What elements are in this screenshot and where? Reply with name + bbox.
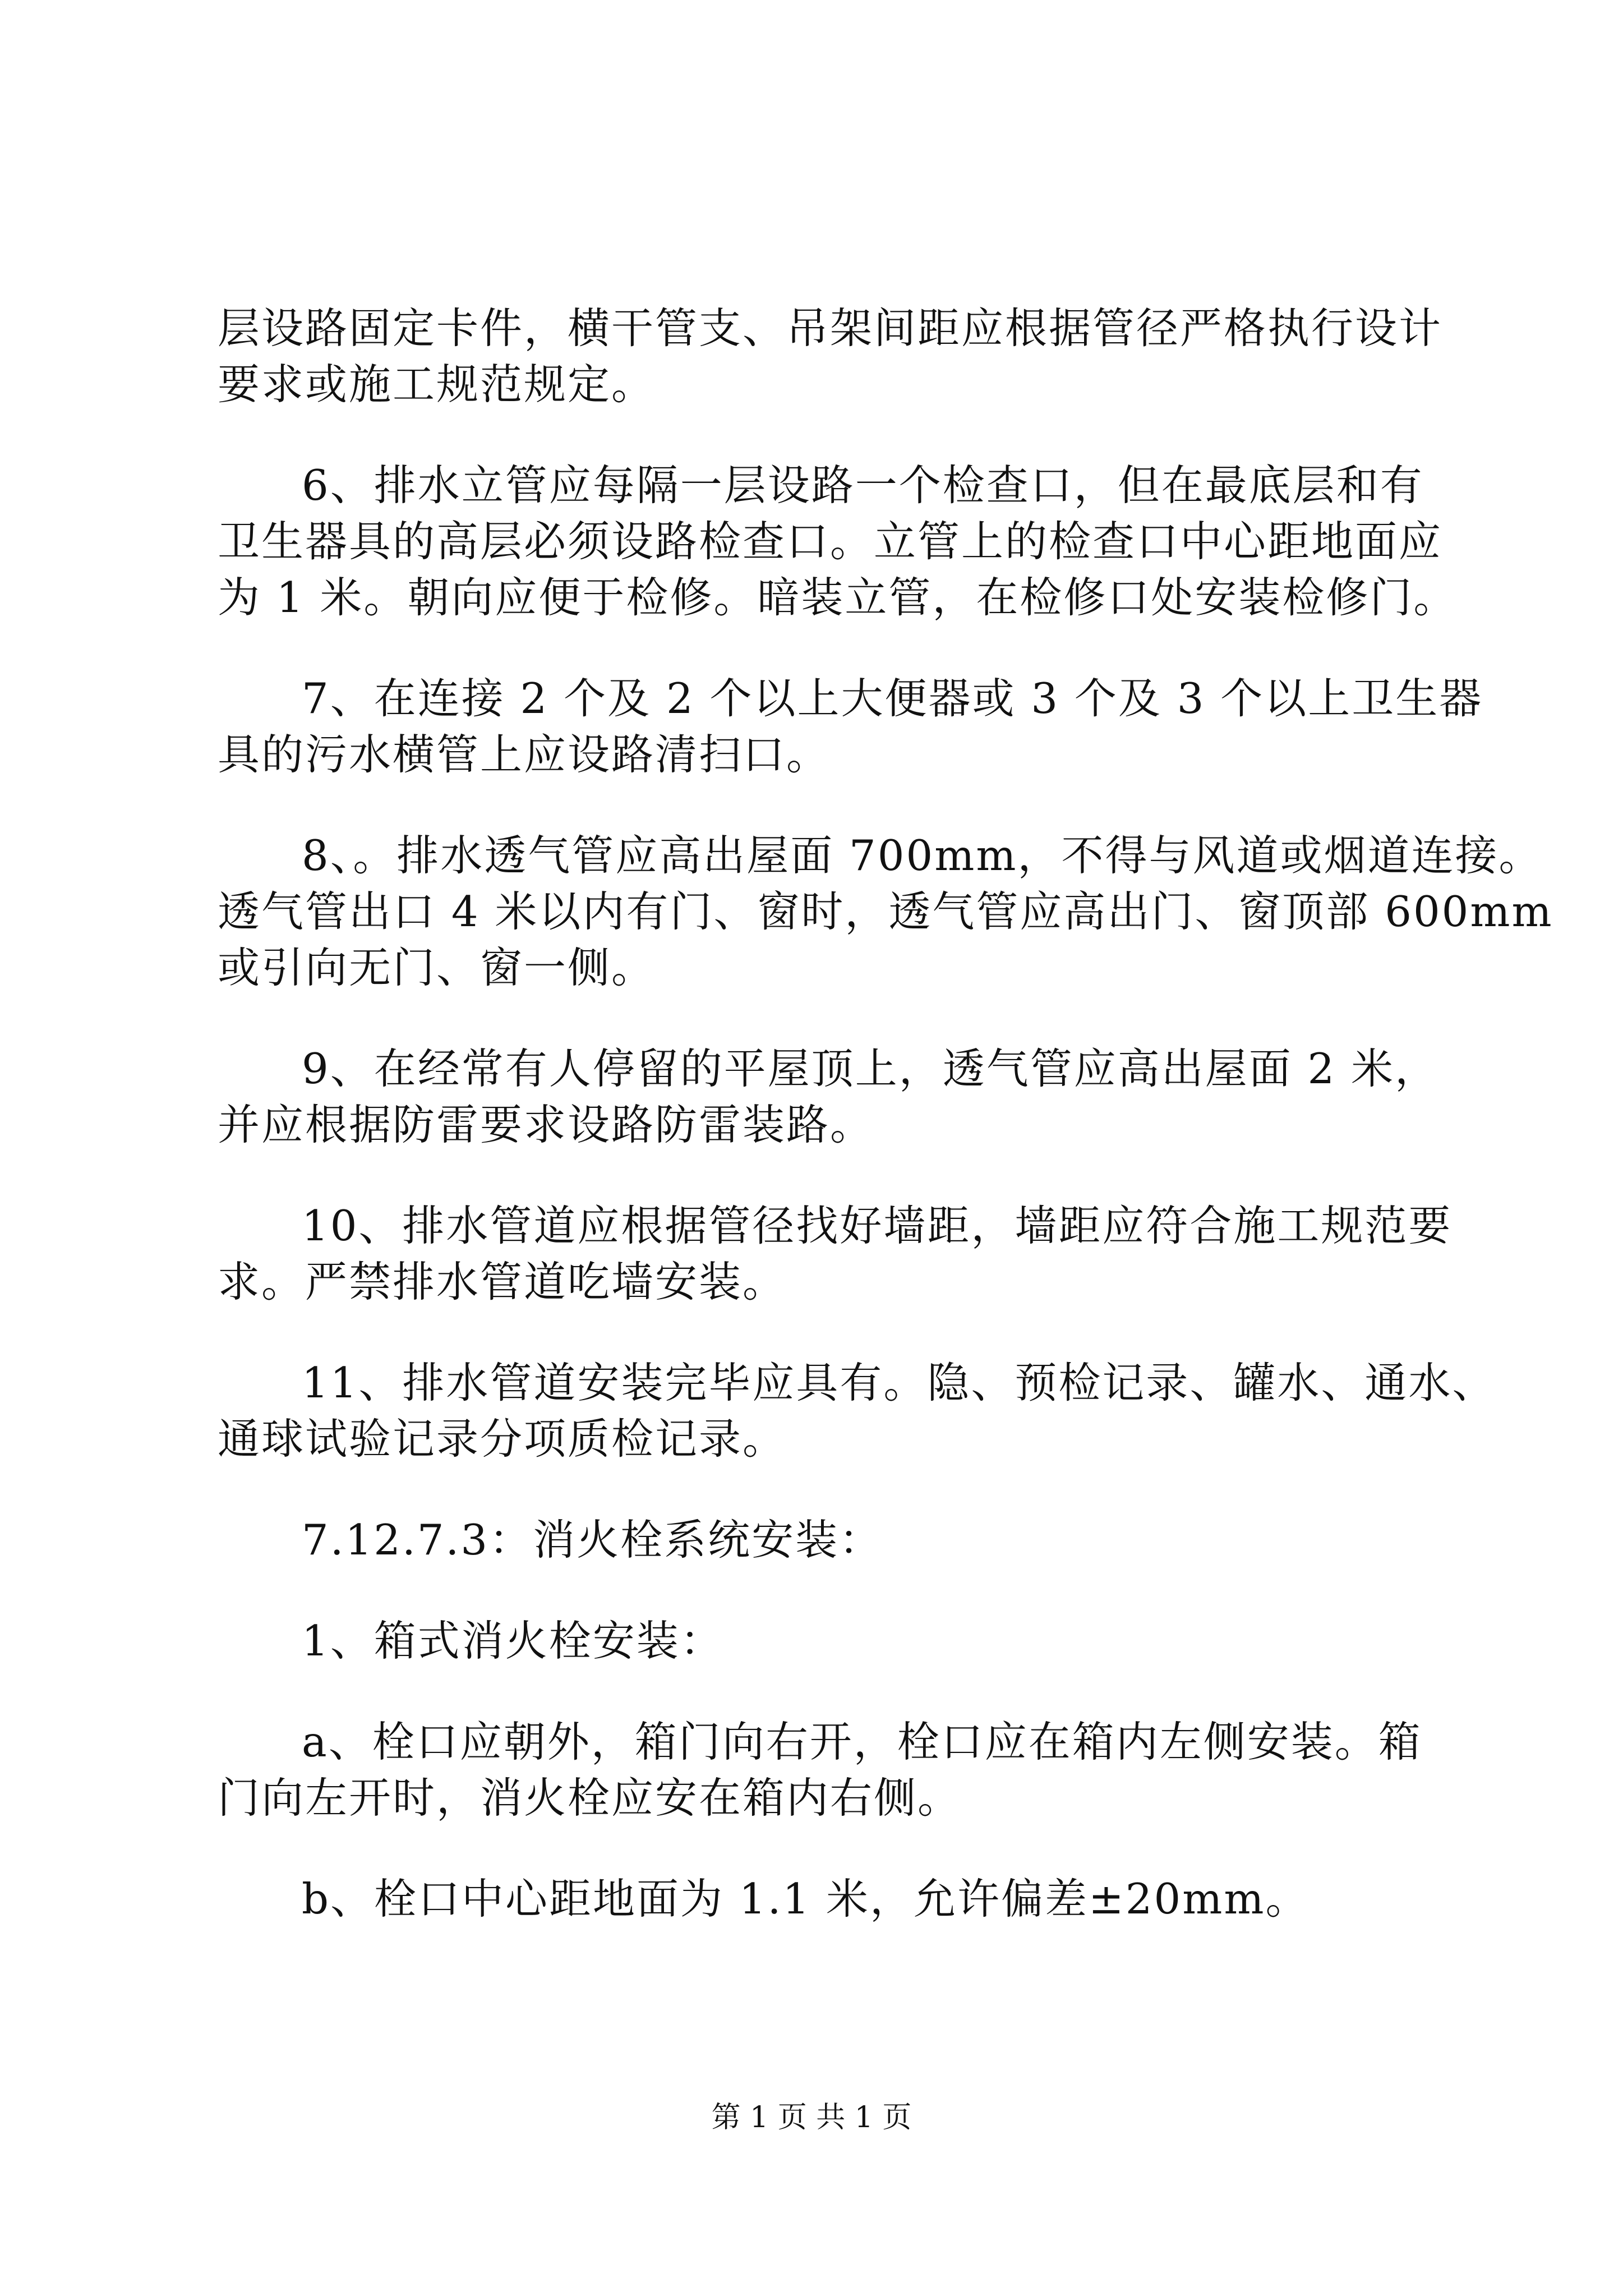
item-b-line: b、栓口中心距地面为 1.1 米，允许偏差±20mm。 xyxy=(302,1874,1310,1924)
text-line: 具的污水横管上应设路清扫口。 xyxy=(218,730,831,779)
text-line: 或引向无门、窗一侧。 xyxy=(218,943,656,992)
text-line: 要求或施工规范规定。 xyxy=(218,360,656,409)
paragraph-11-line: 11、排水管道安装完毕应具有。隐、预检记录、罐水、通水、 xyxy=(302,1358,1496,1407)
text-line: 透气管出口 4 米以内有门、窗时，透气管应高出门、窗顶部 600mm xyxy=(218,887,1553,936)
text-line: 求。严禁排水管道吃墙安装。 xyxy=(218,1257,787,1306)
paragraph-7-line: 7、在连接 2 个及 2 个以上大便器或 3 个及 3 个以上卫生器 xyxy=(302,674,1483,723)
text-line: 层设路固定卡件，横干管支、吊架间距应根据管径严格执行设计 xyxy=(218,303,1443,353)
paragraph-9-line: 9、在经常有人停留的平屋顶上，透气管应高出屋面 2 米， xyxy=(302,1044,1439,1093)
text-line: 通球试验记录分项质检记录。 xyxy=(218,1414,787,1464)
page-footer: 第 1 页 共 1 页 xyxy=(711,2101,912,2134)
paragraph-10-line: 10、排水管道应根据管径找好墙距，墙距应符合施工规范要 xyxy=(302,1201,1453,1250)
text-line: 为 1 米。朝向应便于检修。暗装立管，在检修口处安装检修门。 xyxy=(218,573,1458,622)
text-line: 门向左开时，消火栓应安在箱内右侧。 xyxy=(218,1773,962,1823)
text-line: 并应根据防雷要求设路防雷装路。 xyxy=(218,1100,874,1149)
paragraph-8-line: 8、。排水透气管应高出屋面 700mm，不得与风道或烟道连接。 xyxy=(302,831,1543,880)
item-a-line: a、栓口应朝外，箱门向右开，栓口应在箱内左侧安装。箱 xyxy=(302,1717,1422,1766)
document-body xyxy=(218,300,1553,1927)
subsection-heading: 1、箱式消火栓安装： xyxy=(302,1616,724,1665)
paragraph-6-line: 6、排水立管应每隔一层设路一个检查口，但在最底层和有 xyxy=(302,461,1424,510)
text-line: 卫生器具的高层必须设路检查口。立管上的检查口中心距地面应 xyxy=(218,517,1443,566)
section-heading: 7.12.7.3：消火栓系统安装： xyxy=(302,1515,883,1565)
